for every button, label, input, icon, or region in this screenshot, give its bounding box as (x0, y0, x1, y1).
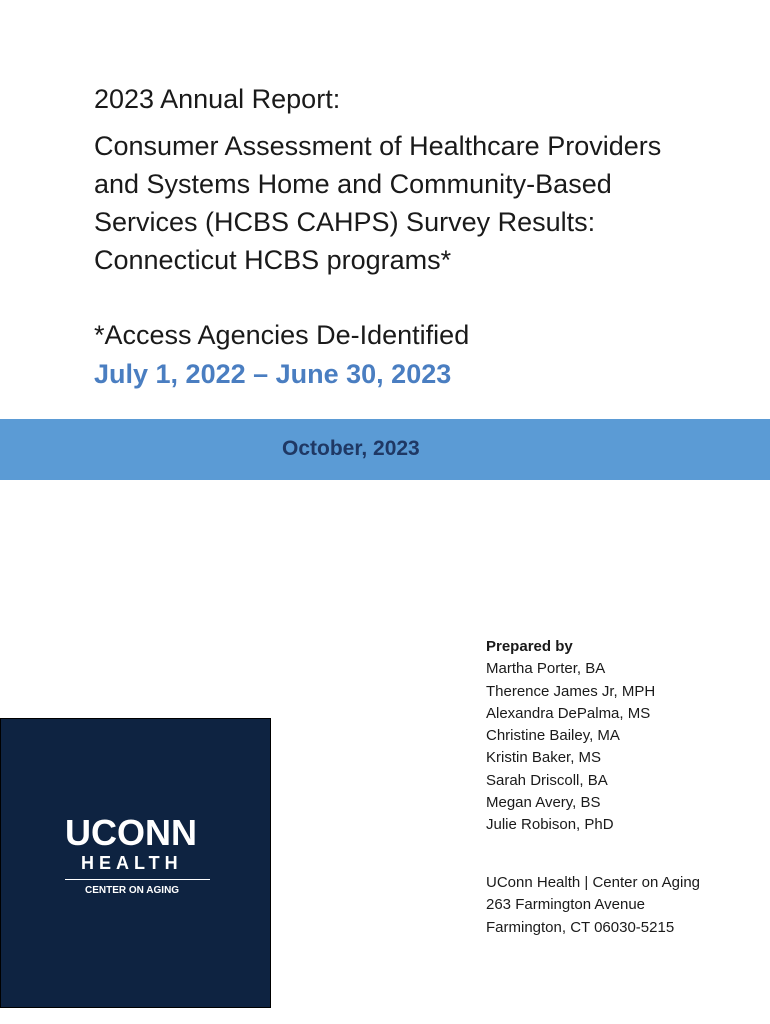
logo-center-name: CENTER ON AGING (85, 885, 180, 896)
report-title-line: Connecticut HCBS programs* (94, 245, 452, 275)
date-banner (0, 419, 770, 480)
author-name: Julie Robison, PhD (486, 816, 614, 834)
logo-wordmark: UCONN (65, 812, 197, 853)
deidentified-note: *Access Agencies De-Identified (94, 320, 470, 350)
uconn-health-logo (0, 718, 271, 1008)
report-label: 2023 Annual Report: (94, 84, 341, 114)
publication-date: October, 2023 (282, 437, 420, 460)
reporting-period: July 1, 2022 – June 30, 2023 (94, 359, 452, 389)
address-organization: UConn Health | Center on Aging (486, 874, 701, 891)
author-name: Martha Porter, BA (486, 660, 606, 678)
author-name: Therence James Jr, MPH (486, 682, 656, 700)
author-name: Christine Bailey, MA (486, 727, 620, 745)
report-title-line: and Systems Home and Community-Based (94, 169, 612, 199)
author-name: Alexandra DePalma, MS (486, 704, 651, 722)
logo-subtitle: HEALTH (81, 853, 183, 873)
logo-divider (65, 879, 210, 880)
author-name: Kristin Baker, MS (486, 749, 602, 767)
prepared-by-section (486, 636, 655, 837)
organization-address (486, 872, 700, 939)
report-title (94, 127, 734, 279)
report-title-line: Consumer Assessment of Healthcare Providers (94, 131, 662, 161)
prepared-by-heading: Prepared by (486, 638, 573, 655)
author-name: Sarah Driscoll, BA (486, 771, 608, 789)
author-name: Megan Avery, BS (486, 794, 601, 812)
report-title-block (94, 80, 734, 279)
address-city: Farmington, CT 06030-5215 (486, 918, 675, 936)
address-street: 263 Farmington Avenue (486, 896, 646, 914)
report-title-line: Services (HCBS CAHPS) Survey Results: (94, 207, 596, 237)
